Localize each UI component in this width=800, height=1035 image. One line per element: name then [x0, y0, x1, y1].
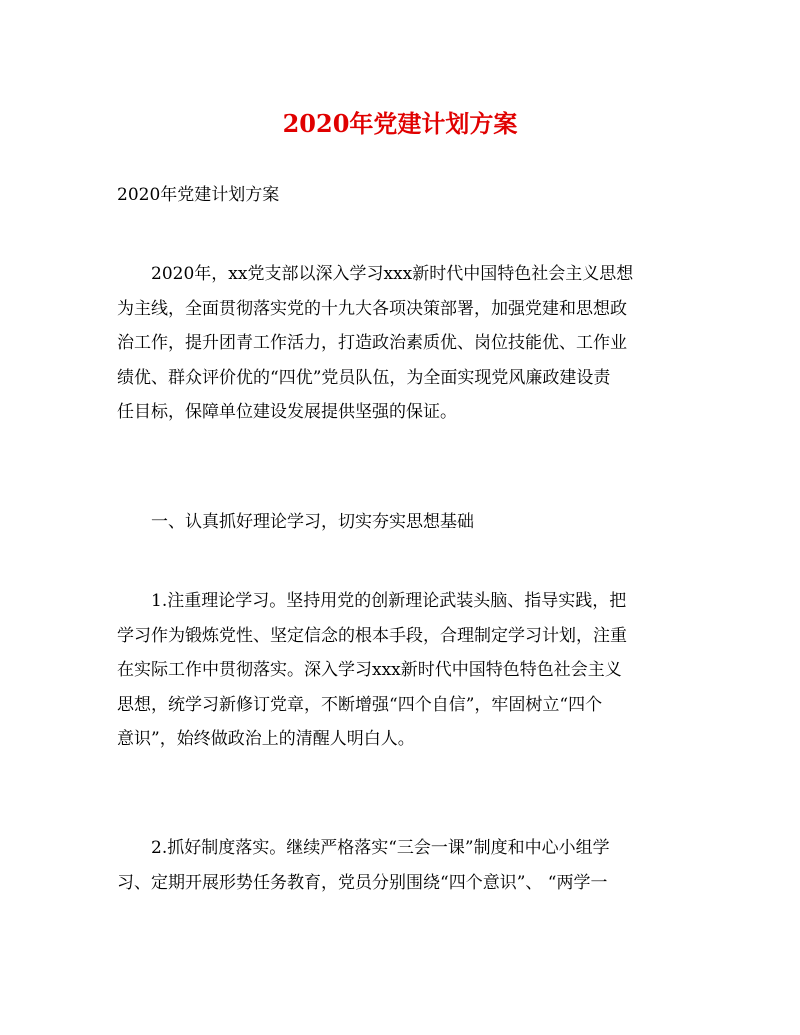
intro-paragraph: [117, 257, 683, 430]
paragraph-line: 习、定期开展形势任务教育，党员分别围绕“四个意识”、 “两学一: [117, 872, 608, 893]
paragraph-line: 思想，统学习新修订党章，不断增强“四个自信”，牢固树立“四个: [117, 694, 603, 715]
paragraph-theory-study: [117, 584, 683, 757]
section-heading: [117, 505, 683, 540]
paragraph-line: 1.注重理论学习。坚持用党的创新理论武装头脑、指导实践，把: [151, 591, 627, 611]
paragraph-line: 学习作为锻炼党性、坚定信念的根本手段，合理制定学习计划，注重: [117, 625, 627, 646]
paragraph-line: 治工作，提升团青工作活力，打造政治素质优、岗位技能优、工作业: [117, 333, 627, 353]
document-title: 2020年党建计划方案: [282, 109, 518, 138]
paragraph-line: 2.抓好制度落实。继续严格落实“三会一课”制度和中心小组学: [151, 838, 610, 858]
paragraph-line: 绩优、群众评价优的“四优”党员队伍，为全面实现党风廉政建设责: [117, 367, 611, 388]
section-heading-text: 一、认真抓好理论学习，切实夯实思想基础: [151, 512, 474, 532]
paragraph-line: 在实际工作中贯彻落实。深入学习xxx新时代中国特色特色社会主义: [117, 660, 622, 680]
paragraph-line: 任目标，保障单位建设发展提供坚强的保证。: [117, 402, 457, 422]
paragraph-line: 意识”，始终做政治上的清醒人明白人。: [117, 729, 415, 749]
paragraph-system-implementation: [117, 831, 683, 900]
document-subtitle: 2020年党建计划方案: [117, 185, 280, 205]
paragraph-line: 2020年，xx党支部以深入学习xxx新时代中国特色社会主义思想: [151, 264, 634, 284]
paragraph-line: 为主线，全面贯彻落实党的十九大各项决策部署，加强党建和思想政: [117, 298, 627, 319]
